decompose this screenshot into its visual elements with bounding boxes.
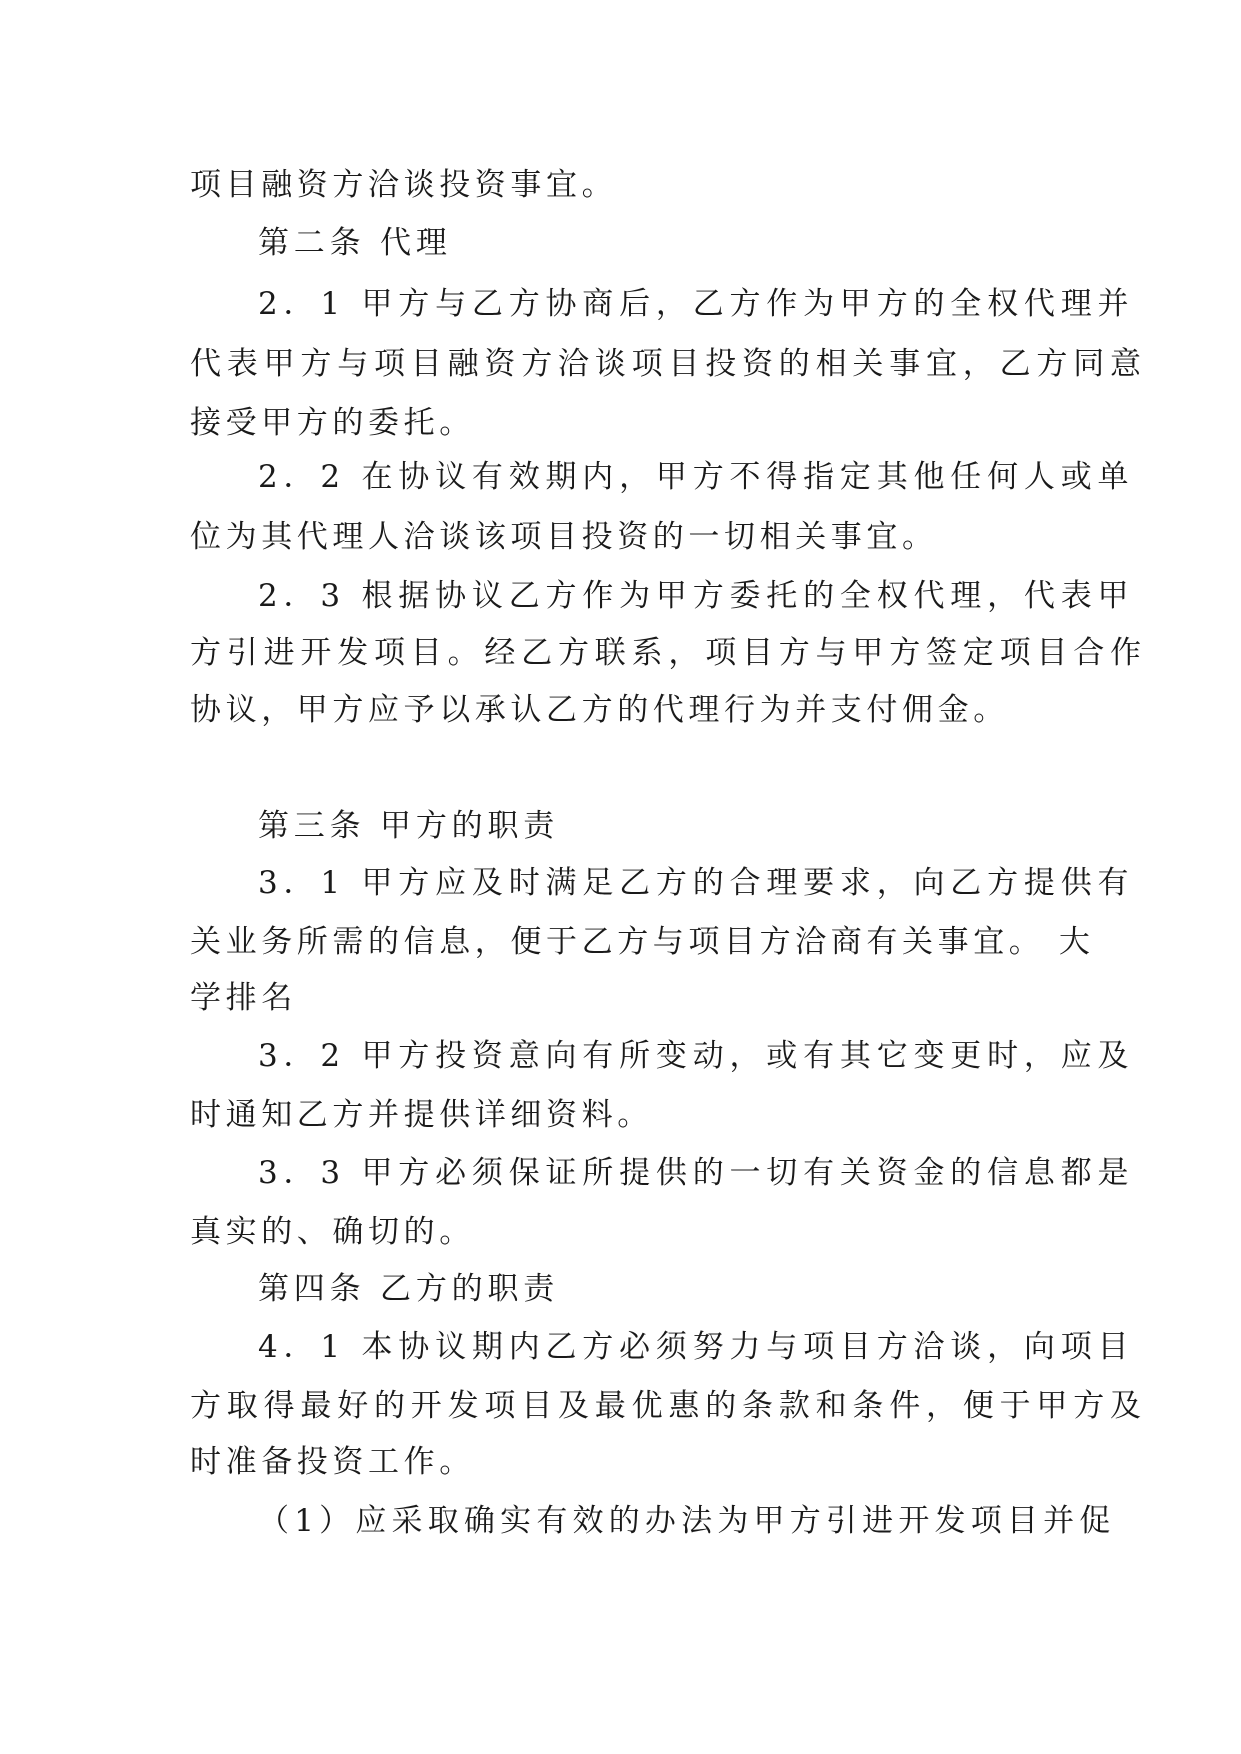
clause-3-1-line: 3．1 甲方应及时满足乙方的合理要求，向乙方提供有	[258, 865, 1135, 901]
section-heading-article-2: 第二条 代理	[258, 225, 452, 261]
clause-3-2-line: 3．2 甲方投资意向有所变动，或有其它变更时，应及	[258, 1038, 1135, 1074]
section-heading-article-3: 第三条 甲方的职责	[258, 808, 560, 844]
section-heading-article-4: 第四条 乙方的职责	[258, 1271, 560, 1307]
clause-2-3-line: 方引进开发项目。经乙方联系，项目方与甲方签定项目合作	[190, 635, 1147, 671]
clause-2-2-line: 2．2 在协议有效期内，甲方不得指定其他任何人或单	[258, 459, 1135, 495]
clause-4-1-line: 时准备投资工作。	[190, 1444, 475, 1480]
clause-4-1-line: 4．1 本协议期内乙方必须努力与项目方洽谈，向项目	[258, 1329, 1135, 1365]
clause-2-2-line: 位为其代理人洽谈该项目投资的一切相关事宜。	[190, 519, 938, 555]
paragraph-line: 项目融资方洽谈投资事宜。	[190, 167, 618, 203]
clause-2-1-line: 2．1 甲方与乙方协商后，乙方作为甲方的全权代理并	[258, 286, 1135, 322]
clause-2-1-line: 代表甲方与项目融资方洽谈项目投资的相关事宜，乙方同意	[190, 346, 1147, 382]
clause-3-3-line: 3．3 甲方必须保证所提供的一切有关资金的信息都是	[258, 1155, 1135, 1191]
clause-2-3-line: 2．3 根据协议乙方作为甲方委托的全权代理，代表甲	[258, 578, 1135, 614]
clause-3-1-line: 学排名	[190, 980, 297, 1016]
clause-2-1-line: 接受甲方的委托。	[190, 405, 475, 441]
clause-4-1-line: 方取得最好的开发项目及最优惠的条款和条件，便于甲方及	[190, 1388, 1147, 1424]
clause-3-1-line: 关业务所需的信息，便于乙方与项目方洽商有关事宜。 大	[190, 924, 1095, 960]
clause-2-3-line: 协议，甲方应予以承认乙方的代理行为并支付佣金。	[190, 692, 1009, 728]
clause-3-2-line: 时通知乙方并提供详细资料。	[190, 1097, 653, 1133]
clause-3-3-line: 真实的、确切的。	[190, 1214, 475, 1250]
list-item-1-line: （1）应采取确实有效的办法为甲方引进开发项目并促	[258, 1503, 1116, 1539]
